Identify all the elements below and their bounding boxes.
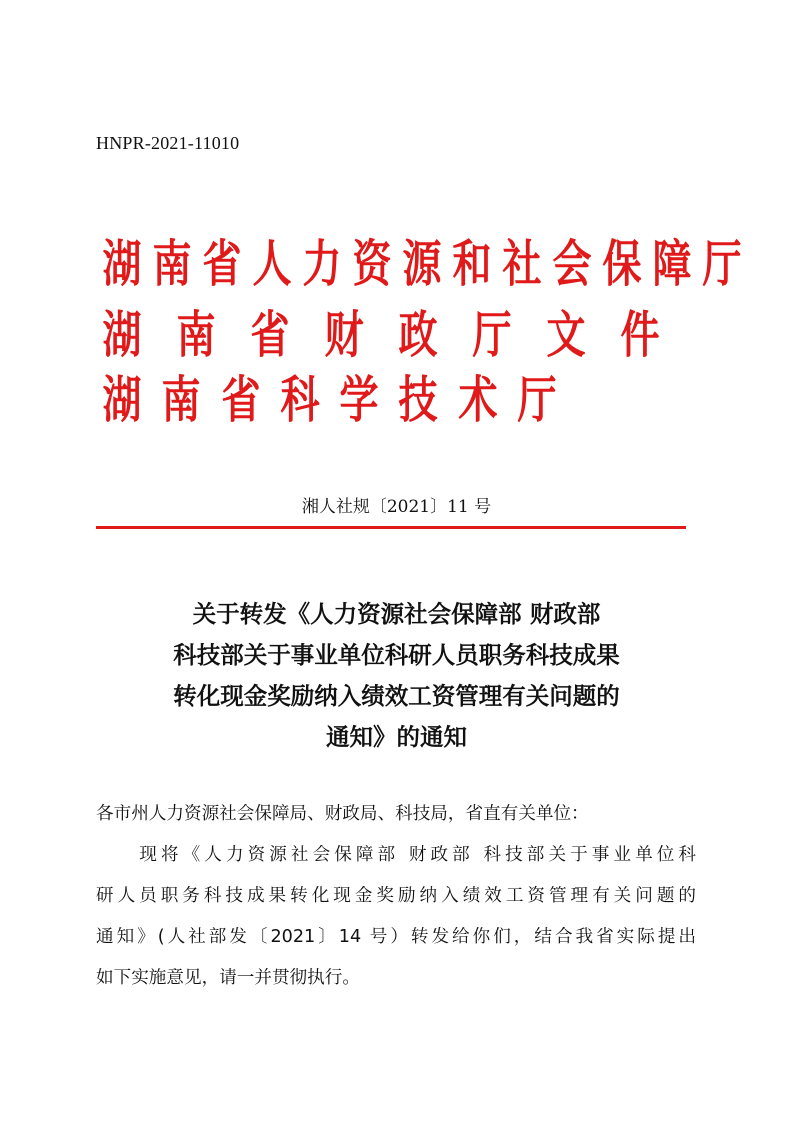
issuer-char: 厅 [472,306,512,364]
body-line: 研人员职务科技成果转化现金奖励纳入绩效工资管理有关问题的 [96,886,696,906]
issuer-char: 件 [620,306,660,364]
issuer-line-2 [97,303,665,367]
issuer-char: 政 [398,306,438,364]
issuer-char: 南 [161,371,201,429]
issuer-char: 南 [152,235,192,293]
issuer-char: 会 [552,235,592,293]
title-line: 转化现金奖励纳入绩效工资管理有关问题的 [173,682,620,710]
body-line: 通知》(人社部发〔2021〕14 号）转发给你们，结合我省实际提出 [96,927,696,947]
issuer-char: 省 [221,371,261,429]
issuer-char: 湖 [102,371,142,429]
issuer-char: 文 [546,306,586,364]
title-line: 科技部关于事业单位科研人员职务科技成果 [173,641,620,669]
document-code: HNPR-2021-11010 [96,133,240,153]
issuer-char: 障 [652,235,692,293]
issuer-char: 源 [402,235,442,293]
issuer-char: 财 [324,306,364,364]
issuer-char: 厅 [517,371,557,429]
title-line: 通知》的通知 [326,723,467,751]
issuer-char: 术 [458,371,498,429]
issuer-char: 力 [302,235,342,293]
issuer-char: 科 [280,371,320,429]
issuer-char: 和 [452,235,492,293]
issuer-char: 厅 [702,235,742,293]
issuer-char: 技 [398,371,438,429]
issuer-line-3 [97,368,562,432]
issuer-char: 保 [602,235,642,293]
body-line: 如下实施意见，请一并贯彻执行。 [96,968,360,988]
issuer-line-1 [97,232,742,296]
issuer-char: 湖 [102,306,142,364]
body-line: 现将《人力资源社会保障部 财政部 科技部关于事业单位科 [96,845,696,865]
issuer-char: 省 [202,235,242,293]
issuer-char: 资 [352,235,392,293]
issuer-char: 省 [250,306,290,364]
issuer-char: 人 [252,235,292,293]
document-number: 湘人社规〔2021〕11 号 [301,497,492,517]
issuer-char: 学 [339,371,379,429]
issuer-char: 社 [502,235,542,293]
salutation: 各市州人力资源社会保障局、财政局、科技局，省直有关单位： [96,804,589,824]
issuer-char: 南 [176,306,216,364]
issuer-char: 湖 [102,235,142,293]
title-line: 关于转发《人力资源社会保障部 财政部 [192,600,601,628]
red-divider-line [96,526,686,529]
document-title [60,594,733,758]
document-body [96,794,696,999]
